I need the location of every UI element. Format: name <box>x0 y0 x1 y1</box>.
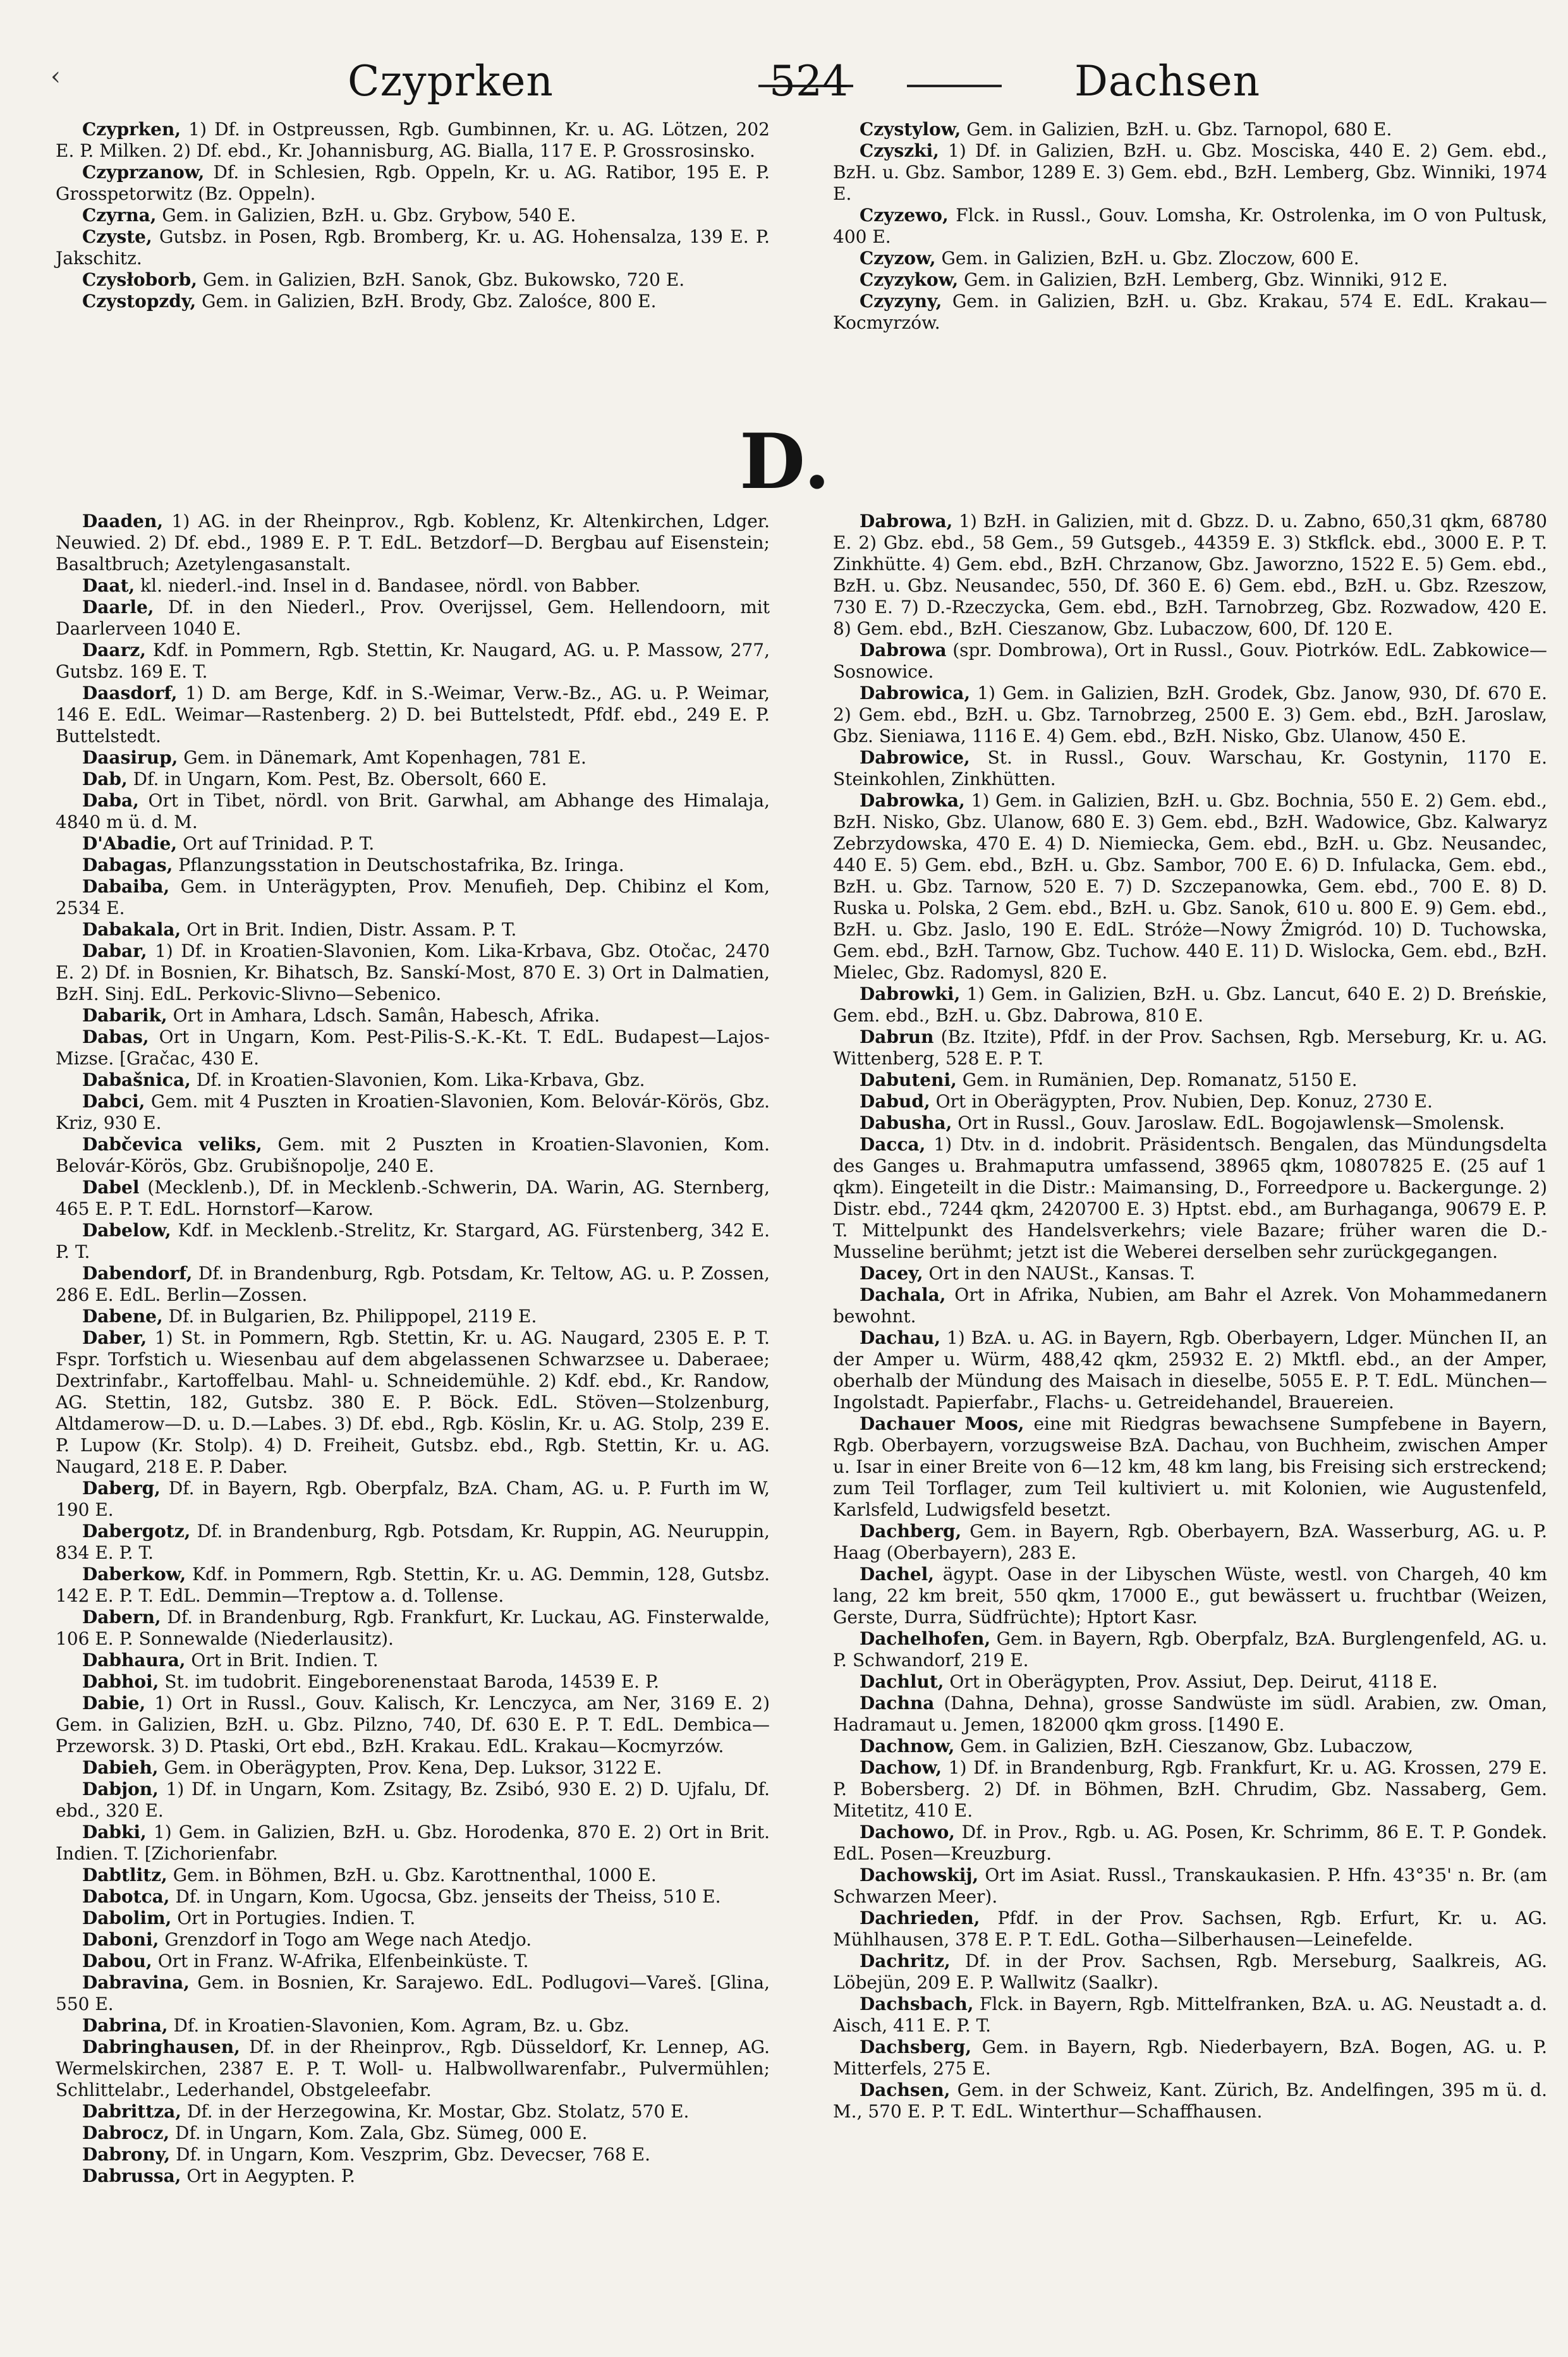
entry-headword: Dabrowki, <box>860 984 961 1004</box>
dictionary-entry <box>56 2015 770 2037</box>
entry-headword: Daaden, <box>82 511 164 532</box>
dictionary-entry <box>56 1650 770 1671</box>
entry-text: Gem. in Galizien, BzH. u. Gbz. Zloczow, 600 E. <box>935 248 1359 269</box>
entry-text: Df. in Ungarn, Kom. Pest, Bz. Obersolt, 660 E. <box>127 769 547 789</box>
entry-headword: Dabrussa, <box>82 2165 181 2186</box>
entry-text: Gem. in Bayern, Rgb. Oberpfalz, BzA. Burglengenfeld, AG. u. P. Schwandorf, 219 E. <box>833 1628 1547 1671</box>
entry-headword: Dabas, <box>82 1026 149 1047</box>
dictionary-entry <box>56 683 770 747</box>
dictionary-entry <box>56 640 770 683</box>
dictionary-entry <box>56 833 770 855</box>
entry-headword: Dachsen, <box>860 2080 951 2100</box>
dictionary-entry <box>833 683 1547 747</box>
dictionary-entry <box>833 1736 1547 1757</box>
entry-text: Ort in Oberägypten, Prov. Assiut, Dep. Deirut, 4118 E. <box>944 1671 1438 1692</box>
dictionary-entry <box>56 1306 770 1327</box>
entry-headword: Dabarik, <box>82 1005 167 1026</box>
entry-headword: Dabene, <box>82 1306 163 1327</box>
entry-text: Gutsbz. in Posen, Rgb. Bromberg, Kr. u. AG. Hohensalza, 139 E. P. Jakschitz. <box>56 226 770 269</box>
entry-headword: Dachnow, <box>860 1736 955 1757</box>
dictionary-entry <box>833 1134 1547 1263</box>
entry-text: Df. in Kroatien-Slavonien, Kom. Lika-Krbava, Gbz. <box>190 1069 645 1090</box>
entry-text: Df. in Brandenburg, Rgb. Potsdam, Kr. Teltow, AG. u. P. Zossen, 286 E. EdL. Berlin—Zossen. <box>56 1263 770 1305</box>
entry-text: Kdf. in Mecklenb.-Strelitz, Kr. Stargard, AG. Fürstenberg, 342 E. P. T. <box>56 1220 770 1262</box>
entry-text: 1) Gem. in Galizien, BzH. u. Gbz. Lancut, 640 E. 2) D. Breńskie, Gem. ebd., BzH. u. Gbz. Dabrowa, 810 E. <box>833 984 1547 1026</box>
dictionary-entry <box>56 919 770 941</box>
entry-text: Gem. in Unterägypten, Prov. Menufieh, Dep. Chibinz el Kom, 2534 E. <box>56 876 770 918</box>
entry-text: ägypt. Oase in der Libyschen Wüste, westl. von Chargeh, 40 km lang, 22 km breit, 550 qkm, 17000 E., gut bewässert u. fruchtbar (Weizen, Gerste, Durra, Südfrüchte); Hptort Kasr. <box>833 1564 1547 1628</box>
entry-headword: Czyzyny, <box>860 291 942 312</box>
entry-headword: Dachritz, <box>860 1951 951 1971</box>
entry-headword: Dabrittza, <box>82 2101 182 2122</box>
entry-text: 1) Df. in Galizien, BzH. u. Gbz. Mosciska, 440 E. 2) Gem. ebd., BzH. u. Gbz. Sambor, 1289 E. 3) Gem. ebd., BzH. Lemberg, Gbz. Winniki, 1974 E. <box>833 140 1547 204</box>
entry-text: (spr. Dombrowa), Ort in Russl., Gouv. Piotrków. EdL. Zabkowice—Sosnowice. <box>833 640 1547 682</box>
entry-text: Gem. in Galizien, BzH. u. Gbz. Tarnopol, 680 E. <box>961 119 1392 140</box>
dictionary-entry <box>833 640 1547 683</box>
entry-text: Df. in der Prov. Sachsen, Rgb. Merseburg, Saalkreis, AG. Löbejün, 209 E. P. Wallwitz (Saalkr). <box>833 1951 1547 1993</box>
entry-text: 1) Gem. in Galizien, BzH. u. Gbz. Bochnia, 550 E. 2) Gem. ebd., BzH. Nisko, Gbz. Ulanow, 680 E. 3) Gem. ebd., BzH. Wadowice, Gbz. Kalwaryz Zebrzydowska, 470 E. 4) D. Niemiecka, Gem. ebd., BzH. u. Gbz. Neusandec, 440 E. 5) Gem. ebd., BzH. u. Gbz. Sambor, 700 E. 6) D. Infulacka, Gem. ebd., BzH. u. Gbz. Tarnow, 520 E. 7) D. Szczepanowka, Gem. ebd., 700 E. 8) D. Ruska u. Polska, 2 Gem. ebd., BzH. u. Gbz. Sanok, 610 u. 800 E. 9) Gem. ebd., BzH. u. Gbz. Jaslo, 190 E. EdL. Stróże—Nowy Żmigród. 10) D. Tuchowska, Gem. ebd., BzH. Tarnow, Gbz. Tuchow. 440 E. 11) D. Wislocka, Gem. ebd., BzH. Mielec, Gbz. Radomysl, 820 E. <box>833 790 1547 983</box>
entry-text: kl. niederl.-ind. Insel in d. Bandasee, nördl. von Babber. <box>135 575 641 596</box>
entry-text: Gem. in Dänemark, Amt Kopenhagen, 781 E. <box>178 747 586 768</box>
dictionary-entry <box>56 511 770 575</box>
entry-text: Gem. in Bosnien, Kr. Sarajewo. EdL. Podlugovi—Vareš. [Glina, 550 E. <box>56 1972 770 2014</box>
entry-headword: Dabud, <box>860 1091 930 1112</box>
entry-text: Flck. in Russl., Gouv. Lomsha, Kr. Ostrolenka, im O von Pultusk, 400 E. <box>833 205 1547 247</box>
entry-text: Ort in Afrika, Nubien, am Bahr el Azrek. Von Mohammedanern bewohnt. <box>833 1284 1547 1327</box>
entry-headword: Dabrina, <box>82 2015 168 2036</box>
entry-text: Ort auf Trinidad. P. T. <box>177 833 375 854</box>
dictionary-entry <box>56 1521 770 1564</box>
entry-text: Ort in Russl., Gouv. Jaroslaw. EdL. Bogojawlensk—Smolensk. <box>952 1112 1505 1133</box>
dictionary-entry <box>56 1177 770 1220</box>
entry-headword: Czysłoborb, <box>82 269 197 290</box>
entry-text: Grenzdorf in Togo am Wege nach Atedjo. <box>159 1929 532 1950</box>
entry-text: Ort in Tibet, nördl. von Brit. Garwhal, am Abhange des Himalaja, 4840 m ü. d. M. <box>56 790 770 832</box>
dictionary-entry <box>56 1822 770 1865</box>
dictionary-entry <box>833 1822 1547 1865</box>
dictionary-entry <box>56 855 770 876</box>
entry-text: 1) Df. in Brandenburg, Rgb. Frankfurt, Kr. u. AG. Krossen, 279 E. P. Bobersberg. 2) Df. in Böhmen, BzH. Chrudim, Gbz. Nassaberg, Gem. Mitetitz, 410 E. <box>833 1757 1547 1821</box>
entry-headword: Dabci, <box>82 1091 145 1112</box>
dictionary-entry <box>56 162 770 205</box>
entry-headword: Daberkow, <box>82 1564 186 1585</box>
dictionary-entry <box>833 1521 1547 1564</box>
dictionary-entry <box>56 269 770 291</box>
dictionary-entry <box>56 1951 770 1972</box>
entry-text: Pflanzungsstation in Deutschostafrika, Bz. Iringa. <box>173 855 624 875</box>
entry-text: Df. in Prov., Rgb. u. AG. Posen, Kr. Schrimm, 86 E. T. P. Gondek. EdL. Posen—Kreuzburg. <box>833 1822 1547 1864</box>
entry-headword: Dabjon, <box>82 1779 159 1800</box>
entry-headword: Dachala, <box>860 1284 946 1305</box>
entry-headword: Dabotca, <box>82 1886 170 1907</box>
entry-text: Ort in Portugies. Indien. T. <box>171 1908 416 1928</box>
dictionary-entry <box>56 1220 770 1263</box>
dictionary-entry <box>56 1779 770 1822</box>
entry-headword: Dabagas, <box>82 855 173 875</box>
entry-headword: Dabar, <box>82 941 147 961</box>
entry-text: Flck. in Bayern, Rgb. Mittelfranken, BzA. u. AG. Neustadt a. d. Aisch, 411 E. P. T. <box>833 1994 1547 2036</box>
entry-headword: Daberg, <box>82 1478 161 1499</box>
entry-text: Df. in Brandenburg, Rgb. Potsdam, Kr. Ruppin, AG. Neuruppin, 834 E. P. T. <box>56 1521 770 1563</box>
header-right-keyword: Dachsen <box>1074 57 1261 106</box>
dictionary-entry <box>833 2037 1547 2080</box>
dictionary-entry <box>833 1908 1547 1951</box>
dictionary-entry <box>56 1564 770 1607</box>
entry-headword: Dabuteni, <box>860 1069 957 1090</box>
entry-headword: Dabki, <box>82 1822 147 1842</box>
entry-headword: Dachel, <box>860 1564 935 1585</box>
entry-text: Gem. in Galizien, BzH. Sanok, Gbz. Bukowsko, 720 E. <box>197 269 685 290</box>
entry-text: Df. in der Rheinprov., Rgb. Düsseldorf, Kr. Lennep, AG. Wermelskirchen, 2387 E. P. T. Woll- u. Halbwollwarenfabr., Pulvermühlen; Schlittelabr., Lederhandel, Obstgeleefabr. <box>56 2037 770 2100</box>
dictionary-entry <box>56 205 770 226</box>
entry-text: Gem. in Galizien, BzH. u. Gbz. Grybow, 540 E. <box>156 205 576 226</box>
header-rule-right <box>907 85 1002 87</box>
dictionary-entry <box>833 1994 1547 2037</box>
entry-text: Df. in der Herzegowina, Kr. Mostar, Gbz. Stolatz, 570 E. <box>181 2101 690 2122</box>
entry-headword: Dachsbach, <box>860 1994 974 2014</box>
entry-headword: Dabčevica veliks, <box>82 1134 262 1155</box>
entry-text: 1) BzH. in Galizien, mit d. Gbzz. D. u. Zabno, 650,31 qkm, 68780 E. 2) Gbz. ebd., 58 Gem., 59 Gutsgeb., 44359 E. 3) Stkflck. ebd., 3000 E. P. T. Zinkhütte. 4) Gem. ebd., BzH. Chrzanow, Gbz. Jaworzno, 1522 E. 5) Gem. ebd., BzH. u. Gbz. Neusandec, 550, Df. 360 E. 6) Gem. ebd., BzH. u. Gbz. Rzeszow, 730 E. 7) D.-Rzeczycka, Gem. ebd., BzH. Tarnobrzeg, Gbz. Rozwadow, 420 E. 8) Gem. ebd., BzH. Cieszanow, Gbz. Lubaczow, 600, Df. 120 E. <box>833 511 1547 639</box>
entry-text: Gem. in Rumänien, Dep. Romanatz, 5150 E. <box>956 1069 1358 1090</box>
entry-headword: Daasirup, <box>82 747 178 768</box>
dictionary-entry <box>833 291 1547 334</box>
entry-text: Gem. in Galizien, BzH. Cieszanow, Gbz. Lubaczow, <box>954 1736 1414 1757</box>
dictionary-entry <box>833 1865 1547 1908</box>
entry-headword: D'Abadie, <box>82 833 178 854</box>
entry-headword: Czyszki, <box>860 140 939 161</box>
entry-headword: Dachowskij, <box>860 1865 979 1885</box>
dictionary-entry <box>833 747 1547 790</box>
entry-headword: Dabhoi, <box>82 1671 159 1692</box>
entry-text: Ort im Asiat. Russl., Transkaukasien. P. Hfn. 43°35' n. Br. (am Schwarzen Meer). <box>833 1865 1547 1907</box>
dictionary-entry <box>56 1069 770 1091</box>
dictionary-entry <box>56 1091 770 1134</box>
entry-headword: Dabergotz, <box>82 1521 191 1542</box>
entry-headword: Czyzow, <box>860 248 936 269</box>
dictionary-entry <box>833 1628 1547 1671</box>
entry-headword: Dabusha, <box>860 1112 952 1133</box>
dictionary-entry <box>56 1693 770 1757</box>
dictionary-entry <box>56 575 770 597</box>
entry-text: Ort in Franz. W-Afrika, Elfenbeinküste. T. <box>152 1951 529 1971</box>
column-left-main <box>56 511 770 2187</box>
entry-text: (Mecklenb.), Df. in Mecklenb.-Schwerin, DA. Warin, AG. Sternberg, 465 E. P. T. EdL. Hornstorf—Karow. <box>56 1177 770 1219</box>
entry-headword: Dachna <box>860 1693 935 1714</box>
dictionary-entry <box>56 226 770 269</box>
dictionary-entry <box>833 1112 1547 1134</box>
column-left-top <box>56 119 770 312</box>
dictionary-entry <box>833 1069 1547 1091</box>
entry-text: Gem. mit 2 Puszten in Kroatien-Slavonien, Kom. Belovár-Körös, Gbz. Grubišnopolje, 240 E. <box>56 1134 770 1176</box>
entry-headword: Dachrieden, <box>860 1908 980 1928</box>
entry-headword: Dachowo, <box>860 1822 956 1842</box>
entry-text: Df. in Bulgarien, Bz. Philippopel, 2119 E. <box>162 1306 537 1327</box>
entry-headword: Dabern, <box>82 1607 161 1628</box>
entry-text: eine mit Riedgras bewachsene Sumpfebene in Bayern, Rgb. Oberbayern, vorzugsweise BzA. Dachau, von Buchheim, zwischen Amper u. Isar in einer Breite von 6—12 km, 48 km lang, bis Freising sich erstreckend; zum Teil Torflager, zum Teil kultiviert u. mit Kolonien, wie Augustenfeld, Karlsfeld, Ludwigsfeld besetzt. <box>833 1413 1547 1520</box>
dictionary-entry <box>56 2037 770 2101</box>
entry-headword: Dabakala, <box>82 919 181 940</box>
dictionary-entry <box>56 1026 770 1069</box>
dictionary-entry <box>56 769 770 790</box>
dictionary-entry <box>833 511 1547 640</box>
dictionary-entry <box>56 119 770 162</box>
dictionary-entry <box>56 2144 770 2165</box>
dictionary-entry <box>56 1972 770 2015</box>
entry-headword: Dacca, <box>860 1134 926 1155</box>
entry-headword: Dachau, <box>860 1327 941 1348</box>
entry-headword: Dabieh, <box>82 1757 159 1778</box>
dictionary-entry <box>833 1564 1547 1628</box>
dictionary-entry <box>833 1671 1547 1693</box>
entry-text: 1) BzA. u. AG. in Bayern, Rgb. Oberbayern, Ldger. München II, an der Amper u. Würm, 488,42 qkm, 25932 E. 2) Mktfl. ebd., an der Amper, oberhalb der Mündung des Maisach in dieselbe, 5055 E. P. T. EdL. München—Ingolstadt. Papierfabr., Flachs- u. Getreidehandel, Brauereien. <box>833 1327 1547 1413</box>
margin-mark: ‹ <box>51 62 61 91</box>
entry-headword: Dabrowica, <box>860 683 971 703</box>
entry-text: Ort in Oberägypten, Prov. Nubien, Dep. Konuz, 2730 E. <box>930 1091 1433 1112</box>
dictionary-entry <box>56 597 770 640</box>
dictionary-entry <box>833 1327 1547 1413</box>
entry-text: 1) AG. in der Rheinprov., Rgb. Koblenz, Kr. Altenkirchen, Ldger. Neuwied. 2) Df. ebd., 1989 E. P. T. EdL. Betzdorf—D. Bergbau auf Eisenstein; Basaltbruch; Azetylengasanstalt. <box>56 511 770 575</box>
entry-text: Pfdf. in der Prov. Sachsen, Rgb. Erfurt, Kr. u. AG. Mühlhausen, 378 E. P. T. EdL. Gotha—Silberhausen—Leinefelde. <box>833 1908 1547 1950</box>
dictionary-entry <box>56 1134 770 1177</box>
dictionary-entry <box>56 291 770 312</box>
entry-text: (Bz. Itzite), Pfdf. in der Prov. Sachsen, Rgb. Merseburg, Kr. u. AG. Wittenberg, 528 E. P. T. <box>833 1026 1547 1069</box>
dictionary-entry <box>833 140 1547 205</box>
entry-headword: Dabrowa <box>860 640 947 661</box>
dictionary-entry <box>833 205 1547 248</box>
dictionary-entry <box>833 2080 1547 2123</box>
entry-text: Ort in den NAUSt., Kansas. T. <box>923 1263 1196 1284</box>
dictionary-entry <box>56 1671 770 1693</box>
entry-text: Ort in Amhara, Ldsch. Samân, Habesch, Afrika. <box>167 1005 600 1026</box>
entry-headword: Dabelow, <box>82 1220 171 1241</box>
dictionary-entry <box>56 1757 770 1779</box>
entry-text: 1) Gem. in Galizien, BzH. Grodek, Gbz. Janow, 930, Df. 670 E. 2) Gem. ebd., BzH. u. Gbz. Tarnobrzeg, 2500 E. 3) Gem. ebd., BzH. Jaroslaw, Gbz. Sieniawa, 1116 E. 4) Gem. ebd., BzH. Nisko, Gbz. Ulanow, 450 E. <box>833 683 1547 746</box>
entry-text: Ort in Aegypten. P. <box>181 2165 355 2186</box>
dictionary-entry <box>56 1005 770 1026</box>
entry-headword: Daasdorf, <box>82 683 178 703</box>
entry-headword: Czyzewo, <box>860 205 949 226</box>
entry-headword: Czyrna, <box>82 205 157 226</box>
entry-headword: Dabrowa, <box>860 511 953 532</box>
dictionary-entry <box>833 1413 1547 1521</box>
dictionary-entry <box>833 790 1547 984</box>
entry-text: Df. in Brandenburg, Rgb. Frankfurt, Kr. Luckau, AG. Finsterwalde, 106 E. P. Sonnewalde (Niederlausitz). <box>56 1607 770 1649</box>
dictionary-entry <box>833 1951 1547 1994</box>
entry-headword: Daba, <box>82 790 139 811</box>
entry-text: Gem. in Bayern, Rgb. Niederbayern, BzA. Bogen, AG. u. P. Mitterfels, 275 E. <box>833 2037 1547 2079</box>
dictionary-entry <box>56 941 770 1005</box>
entry-text: 1) Ort in Russl., Gouv. Kalisch, Kr. Lenczyca, am Ner, 3169 E. 2) Gem. in Galizien, BzH. u. Gbz. Pilzno, 740, Df. 630 E. P. T. EdL. Dembica—Przeworsk. 3) D. Ptaski, Ort ebd., BzH. Krakau. EdL. Krakau—Kocmyrzów. <box>56 1693 770 1757</box>
entry-headword: Dabhaura, <box>82 1650 186 1671</box>
dictionary-entry <box>833 1026 1547 1069</box>
entry-text: Ort in Brit. Indien. T. <box>185 1650 379 1671</box>
entry-text: Df. in den Niederl., Prov. Overijssel, Gem. Hellendoorn, mit Daarlerveen 1040 E. <box>56 597 770 639</box>
entry-headword: Dabou, <box>82 1951 152 1971</box>
section-letter: D. <box>739 417 832 506</box>
entry-headword: Czyprken, <box>82 119 181 140</box>
entry-headword: Daat, <box>82 575 135 596</box>
entry-headword: Dabie, <box>82 1693 146 1714</box>
entry-text: 1) Df. in Ungarn, Kom. Zsitagy, Bz. Zsibó, 930 E. 2) D. Ujfalu, Df. ebd., 320 E. <box>56 1779 770 1821</box>
entry-headword: Dacey, <box>860 1263 923 1284</box>
page-number: 524 <box>769 57 849 106</box>
dictionary-entry <box>56 2101 770 2123</box>
entry-headword: Dabašnica, <box>82 1069 191 1090</box>
entry-headword: Czyprzanow, <box>82 162 205 183</box>
entry-headword: Dachelhofen, <box>860 1628 991 1649</box>
header-left-keyword: Czyprken <box>348 57 554 106</box>
entry-text: Ort in Brit. Indien, Distr. Assam. P. T. <box>181 919 517 940</box>
entry-text: Gem. in Galizien, BzH. Lemberg, Gbz. Winniki, 912 E. <box>958 269 1448 290</box>
entry-headword: Czyste, <box>82 226 152 247</box>
entry-text: Kdf. in Pommern, Rgb. Stettin, Kr. u. AG. Demmin, 128, Gutsbz. 142 E. P. T. EdL. Demmin—Treptow a. d. Tollense. <box>56 1564 770 1606</box>
dictionary-entry <box>56 1478 770 1521</box>
entry-headword: Dabolim, <box>82 1908 172 1928</box>
dictionary-entry <box>56 1908 770 1929</box>
dictionary-entry <box>833 1091 1547 1112</box>
dictionary-entry <box>833 119 1547 140</box>
entry-headword: Dabringhausen, <box>82 2037 240 2057</box>
dictionary-entry <box>56 2123 770 2144</box>
entry-headword: Dabendorf, <box>82 1263 193 1284</box>
entry-headword: Daboni, <box>82 1929 159 1950</box>
entry-headword: Dabel <box>82 1177 140 1198</box>
entry-headword: Dachsberg, <box>860 2037 972 2057</box>
entry-text: 1) Gem. in Galizien, BzH. u. Gbz. Horodenka, 870 E. 2) Ort in Brit. Indien. T. [Zichorienfabr. <box>56 1822 770 1864</box>
dictionary-entry <box>56 876 770 919</box>
entry-headword: Dabrocz, <box>82 2123 170 2143</box>
dictionary-entry <box>833 1263 1547 1284</box>
dictionary-entry <box>56 1929 770 1951</box>
entry-headword: Dabrowice, <box>860 747 970 768</box>
entry-text: 1) St. in Pommern, Rgb. Stettin, Kr. u. AG. Naugard, 2305 E. P. T. Fspr. Torfstich u. Wiesenbau auf dem abgelassenen Schwarzsee u. Daberaee; Dextrinfabr., Kartoffelbau. Mahl- u. Schneidemühle. 2) Kdf. ebd., Kr. Randow, AG. Stettin, 182, Gutsbz. 380 E. P. Böck. EdL. Stöven—Stolzenburg, Altdamerow—D. u. D.—Labes. 3) Df. ebd., Rgb. Köslin, Kr. u. AG. Stolp, 239 E. P. Lupow (Kr. Stolp). 4) D. Freiheit, Gutsbz. ebd., Rgb. Stettin, Kr. u. AG. Naugard, 218 E. P. Daber. <box>56 1327 770 1477</box>
entry-text: Ort in Ungarn, Kom. Pest-Pilis-S.-K.-Kt. T. EdL. Budapest—Lajos-Mizse. [Gračac, 430 E. <box>56 1026 770 1069</box>
entry-text: St. in Russl., Gouv. Warschau, Kr. Gostynin, 1170 E. Steinkohlen, Zinkhütten. <box>833 747 1547 789</box>
entry-headword: Daber, <box>82 1327 147 1348</box>
dictionary-entry <box>56 747 770 769</box>
entry-text: Df. in Ungarn, Kom. Ugocsa, Gbz. jenseits der Theiss, 510 E. <box>169 1886 721 1907</box>
dictionary-entry <box>833 269 1547 291</box>
entry-text: Df. in Bayern, Rgb. Oberpfalz, BzA. Cham, AG. u. P. Furth im W, 190 E. <box>56 1478 770 1520</box>
entry-headword: Dabrony, <box>82 2144 171 2165</box>
dictionary-entry <box>833 1284 1547 1327</box>
entry-text: (Dahna, Dehna), grosse Sandwüste im südl. Arabien, zw. Oman, Hadramaut u. Jemen, 182000 qkm gross. [1490 E. <box>833 1693 1547 1735</box>
entry-text: Gem. in Bayern, Rgb. Oberbayern, BzA. Wasserburg, AG. u. P. Haag (Oberbayern), 283 E. <box>833 1521 1547 1563</box>
entry-headword: Dab, <box>82 769 128 789</box>
dictionary-entry <box>56 2165 770 2187</box>
entry-headword: Czystopzdy, <box>82 291 197 312</box>
dictionary-entry <box>833 984 1547 1026</box>
entry-headword: Dabtlitz, <box>82 1865 167 1885</box>
entry-headword: Dabravina, <box>82 1972 190 1993</box>
entry-headword: Dachlut, <box>860 1671 944 1692</box>
dictionary-entry <box>56 1886 770 1908</box>
entry-headword: Dabrowka, <box>860 790 965 811</box>
running-header <box>51 44 1517 114</box>
entry-text: 1) Df. in Ostpreussen, Rgb. Gumbinnen, Kr. u. AG. Lötzen, 202 E. P. Milken. 2) Df. ebd., Kr. Johannisburg, AG. Bialla, 117 E. P. Grossrosinsko. <box>56 119 770 161</box>
entry-text: 1) Df. in Kroatien-Slavonien, Kom. Lika-Krbava, Gbz. Otočac, 2470 E. 2) Df. in Bosnien, Kr. Bihatsch, Bz. Sanskí-Most, 870 E. 3) Ort in Dalmatien, BzH. Sinj. EdL. Perkovic-Slivno—Sebenico. <box>56 941 770 1004</box>
entry-headword: Czystylow, <box>860 119 961 140</box>
entry-text: 1) Dtv. in d. indobrit. Präsidentsch. Bengalen, das Mündungsdelta des Ganges u. Brahmaputra umfassend, 38965 qkm, 10807825 E. (25 auf 1 qkm). Eingeteilt in die Distr.: Maimansing, D., Forreedpore u. Backergunge. 2) Distr. ebd., 7244 qkm, 2420700 E. 3) Hptst. ebd., am Burhaganga, 90679 E. P. T. Mittelpunkt des Handelsverkehrs; viele Bazare; früher waren die D.-Musseline berühmt; jetzt ist die Weberei derselben sehr zurückgegangen. <box>833 1134 1547 1262</box>
dictionary-entry <box>833 248 1547 269</box>
column-right-top <box>833 119 1547 334</box>
entry-headword: Daarz, <box>82 640 146 661</box>
entry-headword: Dabrun <box>860 1026 934 1047</box>
entry-text: Df. in Schlesien, Rgb. Oppeln, Kr. u. AG. Ratibor, 195 E. P. Grosspetorwitz (Bz. Oppeln). <box>56 162 770 204</box>
entry-headword: Dachow, <box>860 1757 942 1778</box>
entry-text: Df. in Ungarn, Kom. Veszprim, Gbz. Devecser, 768 E. <box>170 2144 650 2165</box>
entry-text: Gem. in Galizien, BzH. u. Gbz. Krakau, 574 E. EdL. Krakau—Kocmyrzów. <box>833 291 1547 333</box>
entry-headword: Dachberg, <box>860 1521 962 1542</box>
entry-text: 1) D. am Berge, Kdf. in S.-Weimar, Verw.-Bz., AG. u. P. Weimar, 146 E. EdL. Weimar—Rastenberg. 2) D. bei Buttelstedt, Pfdf. ebd., 249 E. P. Buttelstedt. <box>56 683 770 746</box>
entry-text: St. im tudobrit. Eingeborenenstaat Baroda, 14539 E. P. <box>159 1671 660 1692</box>
entry-text: Kdf. in Pommern, Rgb. Stettin, Kr. Naugard, AG. u. P. Massow, 277, Gutsbz. 169 E. T. <box>56 640 770 682</box>
entry-headword: Dabaiba, <box>82 876 170 897</box>
entry-text: Gem. in der Schweiz, Kant. Zürich, Bz. Andelfingen, 395 m ü. d. M., 570 E. P. T. EdL. Winterthur—Schaffhausen. <box>833 2080 1547 2122</box>
entry-headword: Dachauer Moos, <box>860 1413 1024 1434</box>
entry-headword: Czyzykow, <box>860 269 959 290</box>
dictionary-entry <box>56 1327 770 1478</box>
dictionary-entry <box>56 1263 770 1306</box>
entry-text: Df. in Kroatien-Slavonien, Kom. Agram, Bz. u. Gbz. <box>167 2015 629 2036</box>
entry-headword: Daarle, <box>82 597 154 618</box>
entry-text: Gem. in Böhmen, BzH. u. Gbz. Karottnenthal, 1000 E. <box>167 1865 657 1885</box>
entry-text: Gem. in Galizien, BzH. Brody, Gbz. Zalośce, 800 E. <box>196 291 657 312</box>
dictionary-entry <box>56 790 770 833</box>
dictionary-entry <box>56 1607 770 1650</box>
entry-text: Gem. in Oberägypten, Prov. Kena, Dep. Luksor, 3122 E. <box>158 1757 662 1778</box>
column-right-main <box>833 511 1547 2123</box>
entry-text: Df. in Ungarn, Kom. Zala, Gbz. Sümeg, 000 E. <box>169 2123 588 2143</box>
entry-text: Gem. mit 4 Puszten in Kroatien-Slavonien, Kom. Belovár-Körös, Gbz. Kriz, 930 E. <box>56 1091 770 1133</box>
dictionary-entry <box>56 1865 770 1886</box>
dictionary-entry <box>833 1693 1547 1736</box>
dictionary-entry <box>833 1757 1547 1822</box>
